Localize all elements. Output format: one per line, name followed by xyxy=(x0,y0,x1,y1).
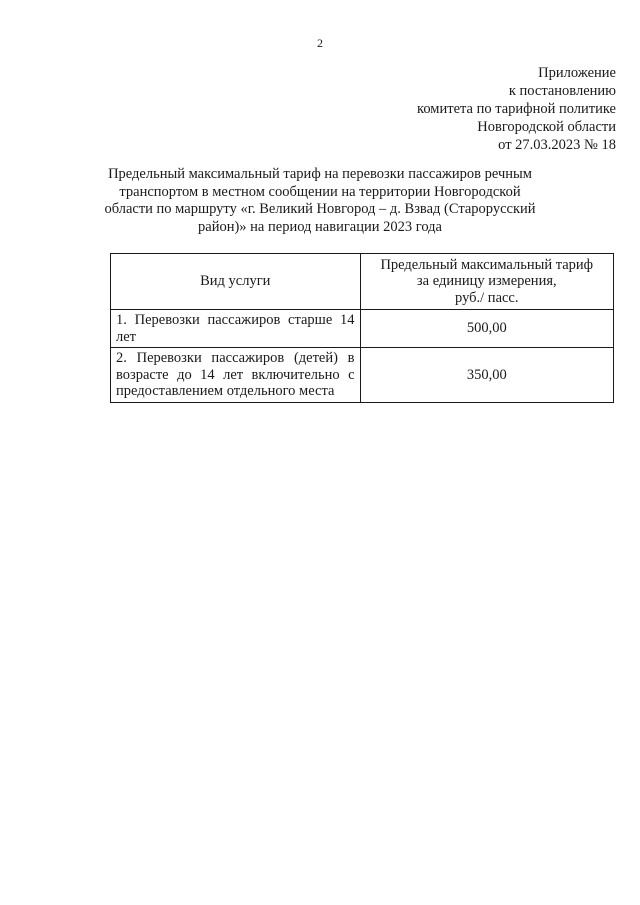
appendix-date-line: от 27.03.2023 № 18 xyxy=(498,137,616,153)
document-title: Предельный максимальный тариф на перевозки пассажиров речным транспортом в местном сообщении на территории Новгородской области по маршруту «г. Великий Новгород – д. Взвад (Старорусский район)» на период навигации 2023 года xyxy=(104,166,536,235)
service-cell: 2. Перевозки пассажиров (детей) в возрасте до 14 лет включительно с предоставлением отдельного места xyxy=(111,348,361,403)
appendix-block xyxy=(417,64,616,154)
header-tariff-line: за единицу измерения, xyxy=(416,273,557,290)
header-tariff-line: руб./ пасс. xyxy=(455,289,519,306)
table-row xyxy=(111,348,614,403)
tariff-cell: 350,00 xyxy=(360,348,613,403)
tariff-table xyxy=(110,253,614,403)
header-tariff-line: Предельный максимальный тариф xyxy=(380,256,594,273)
tariff-cell: 500,00 xyxy=(360,310,613,348)
appendix-line: Приложение xyxy=(538,65,616,81)
service-cell: 1. Перевозки пассажиров старше 14 лет xyxy=(111,310,361,348)
page-number: 2 xyxy=(317,36,323,50)
appendix-line: к постановлению xyxy=(508,83,616,99)
table-header-row xyxy=(111,254,614,310)
header-service: Вид услуги xyxy=(111,254,361,310)
appendix-line: Новгородской области xyxy=(477,119,616,135)
header-tariff xyxy=(360,254,613,310)
table-row xyxy=(111,310,614,348)
appendix-line: комитета по тарифной политике xyxy=(417,101,616,117)
